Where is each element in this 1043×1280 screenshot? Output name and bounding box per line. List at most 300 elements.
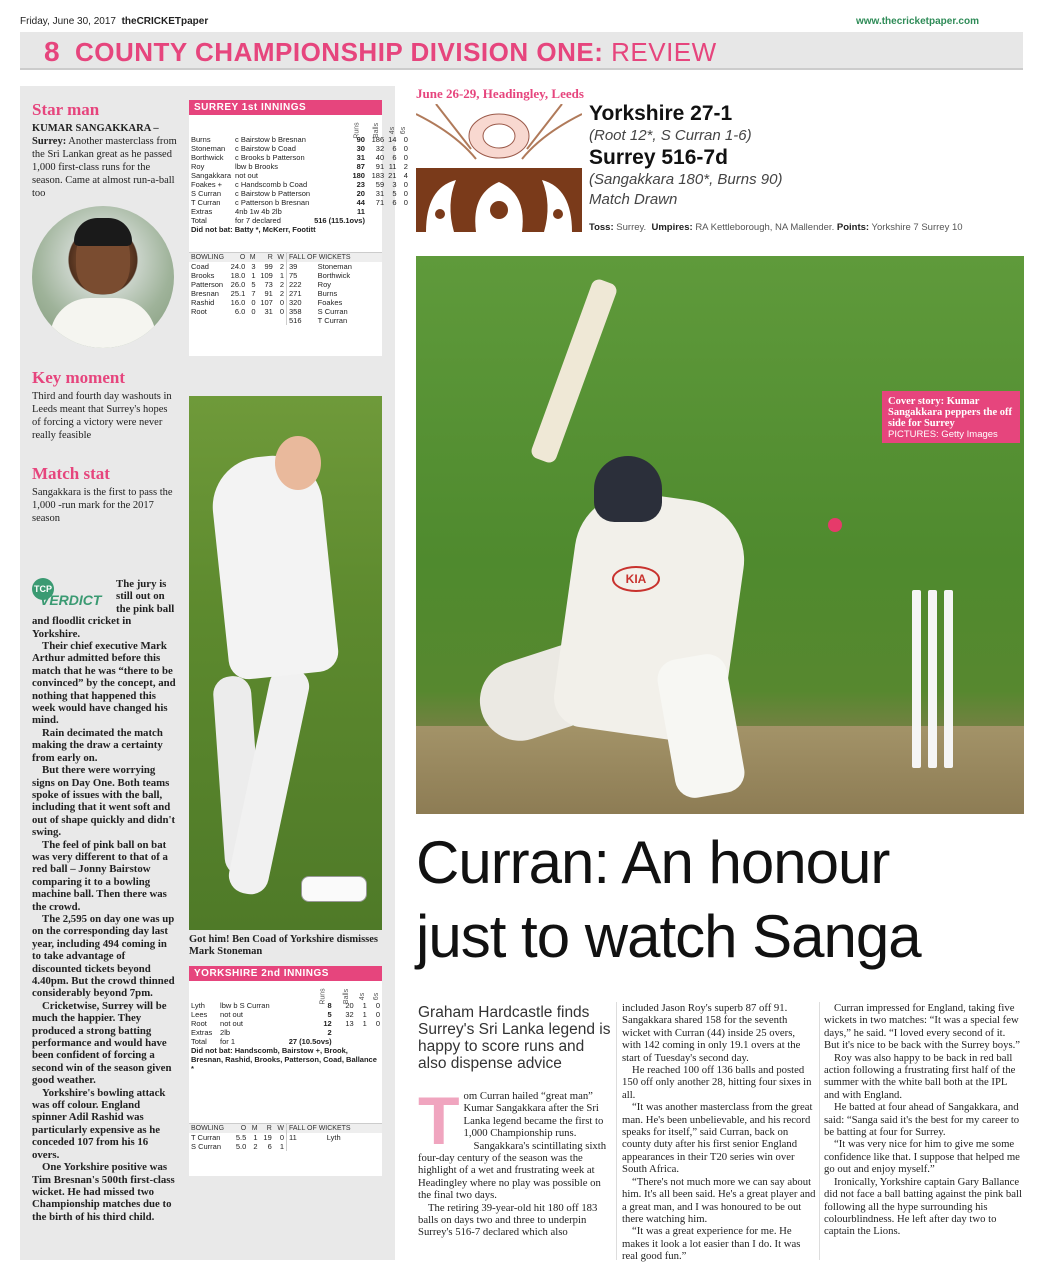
match-stat-text: Sangakkara is the first to pass the 1,000 -run mark for the 2017 season [32,487,173,524]
bowling-figure: 3 [251,262,256,271]
brand-name: theCRICKETpaper [121,16,209,27]
column-divider [819,1002,820,1260]
fow-head-row [287,253,382,262]
bowling-figure: 5.5 [235,1133,247,1142]
bowler-name: Brooks [191,271,215,280]
balls: 40 [375,153,385,162]
shirt-sponsor-logo: KIA [612,566,660,592]
photo-credit: PICTURES: Getty Images [888,429,998,440]
bowling-figure: 7 [251,289,256,298]
bowling-row [189,1133,286,1142]
fours: 3 [392,180,397,189]
dismissal: c Handscomb b Coad [235,180,308,189]
fours: 6 [392,153,397,162]
batter-name: Lees [191,1010,208,1019]
sixes [398,216,409,225]
column-head-label: Runs [353,122,361,139]
tcp-logo-icon: TCP [32,578,54,600]
dismissal: c Bairstow b Patterson [235,189,311,198]
verdict-paragraph: Rain decimated the match making the draw a certainty from early on. [32,726,163,764]
bowling-figure: 19 [263,1133,272,1142]
article-paragraph: Curran impressed for England, taking five wickets in two matches: “It was a special few days,” he said. “I loved every second of it. But it's nice to be back with the Surrey boys.” [824,1002,1021,1052]
verdict-paragraph: Yorkshire's bowling attack was off colour. England spinner Adil Rashid was particularly expensive as he conceded 107 from his 16 overs. [32,1086,166,1161]
stump [928,590,937,768]
column-head-label: 6s [372,992,380,1001]
bowling-figure: 5 [251,280,256,289]
fall-of-wickets-table [287,253,382,325]
sixes: 0 [403,135,408,144]
batter-name: Total [191,1037,207,1046]
bowling-figure: 18.0 [230,271,246,280]
dismissal: not out [220,1019,243,1028]
helmet-shape [594,456,662,522]
sixes [398,207,409,216]
drop-cap: T [418,1083,460,1159]
fow-score: 320 [289,298,302,307]
article-paragraph: “It was very nice for him to give me some confidence like that. I suppose that helped me go out and enjoy myself.” [824,1138,1020,1176]
article-standfirst: Graham Hardcastle finds Surrey's Sri Lanka legend is happy to score runs and also dispense advice [418,1004,611,1072]
section-title: COUNTY CHAMPIONSHIP DIVISION ONE: REVIEW [75,37,717,67]
bowling-head: O [232,1124,249,1133]
article-column-3 [824,1002,1022,1238]
batting-table [189,981,382,1046]
batting-row [189,198,410,207]
article-column-1 [418,1083,612,1239]
batting-row [189,1019,382,1028]
article-paragraph: “It was another masterclass from the great man. He's been unbelievable, and his record speaks for itself,” said Curran, back on county duty after his first senior England appearances in their T20 series win over South Africa. [622,1101,813,1176]
article-column-2 [622,1002,816,1263]
star-man-box [32,100,177,200]
balls [367,207,386,216]
verdict-body [32,578,177,1223]
dismissal: 2lb [220,1028,231,1037]
fours: 6 [392,144,397,153]
batter-name: Roy [191,162,205,171]
batter-name: Sangakkara [191,171,232,180]
website-link[interactable]: www.thecricketpaper.com [855,16,979,27]
column-head-row [189,981,382,1001]
bowling-figure: 1 [279,1142,284,1151]
column-head [386,115,398,135]
fours: 5 [392,189,397,198]
article-headline: Curran: An honour just to watch Sanga [416,829,921,970]
bowling-figure: 16.0 [230,298,246,307]
article-paragraph: He reached 100 off 136 balls and posted 150 off only another 28, hitting four sixes in all. [622,1064,812,1101]
fow-batter: Foakes [317,298,343,307]
bowling-figure: 1 [279,271,284,280]
match-stat-heading: Match stat [32,464,110,483]
bowling-head: R [260,1124,274,1133]
batsman-main-photo [416,256,1024,814]
fours [386,216,398,225]
player-portrait [32,206,174,348]
column-head-label: 4s [359,992,367,1001]
bowling-head: W [275,253,286,262]
dismissal: not out [220,1010,243,1019]
balls: 32 [375,144,385,153]
dismissal: c Patterson b Bresnan [235,198,310,207]
batting-row [189,153,410,162]
bowling-figure: 0 [251,307,256,316]
fow-score: 516 [289,316,302,325]
bat-shape [529,277,618,464]
fow-score: 75 [289,271,298,280]
fours: 1 [362,1019,367,1028]
article-paragraph: He batted at four ahead of Sangakkara, and said: “Sanga said it's the best for my career to be batting at four for Surrey. [824,1101,1020,1139]
sixes: 0 [375,1019,380,1028]
batter-name: Foakes + [191,180,223,189]
bowling-head: O [228,253,247,262]
sixes [369,1037,382,1046]
balls: 71 [375,198,385,207]
match-result: Match Drawn [589,191,678,208]
bowling-figure: 26.0 [230,280,246,289]
fow-score: 39 [289,262,298,271]
article-paragraph: included Jason Roy's superb 87 off 91. Sangakkara shared 158 for the seventh wicket with Curran (44) inside 25 overs, with 142 coming in only 19.1 overs at the start of Tuesday's second day. [622,1002,801,1064]
column-divider [616,1002,617,1260]
bowling-figure: 73 [264,280,273,289]
fall-of-wickets-table [287,1124,382,1142]
balls: 32 [345,1010,354,1019]
surrey-scorecard [189,100,408,356]
star-man-name: KUMAR SANGAKKARA – Surrey: [32,123,159,147]
verdict-paragraph: Their chief executive Mark Arthur admitted before this match that he was “there to be convinced” by the concept, and nothing that happened this week would have changed his mind. [32,640,176,727]
did-not-bat: Did not bat: Handscomb, Bairstow +, Brook, Bresnan, Rashid, Brooks, Patterson, Coad, Ballance * [191,1046,377,1073]
sixes: 4 [403,171,408,180]
portrait-shirt [50,298,156,348]
stump [912,590,921,768]
batting-table [189,115,410,225]
top-line [20,14,1023,30]
bowling-row [189,298,286,307]
fow-row [287,1133,382,1142]
portrait-hair [74,218,132,246]
batting-row [189,144,410,153]
bowler-name: Rashid [191,298,215,307]
scorecard-header: YORKSHIRE 2nd INNINGS [189,966,382,981]
bowler-name: T Curran [191,1133,221,1142]
column-head [280,981,334,1005]
fow-row [287,307,382,316]
balls [334,1028,356,1037]
team2-score: Surrey 516-7d [589,146,728,169]
bowling-figure: 2 [279,262,284,271]
sixes: 0 [375,1001,380,1010]
scorecard-header: SURREY 1st INNINGS [189,100,382,115]
bowling-figure: 6 [267,1142,272,1151]
fours: 1 [362,1001,367,1010]
runs: 11 [357,207,365,216]
fow-row [287,316,382,325]
runs: 5 [327,1010,332,1019]
fow-batter: Burns [317,289,338,298]
bowling-table [189,1124,286,1151]
fow-row [287,262,382,271]
sixes: 2 [403,162,408,171]
balls: 91 [375,162,385,171]
balls [334,1037,356,1046]
batter-name: Root [191,1019,207,1028]
key-moment-heading: Key moment [32,368,126,387]
blank-cell [218,981,280,1001]
dismissal: lbw b S Curran [220,1001,270,1010]
dismissal: c Brooks b Patterson [235,153,305,162]
fours [386,207,398,216]
sixes [369,1028,382,1037]
fours: 6 [392,198,397,207]
issue-date: Friday, June 30, 2017 [20,16,116,27]
page-number: 8 [44,36,60,67]
batter-name: Extras [191,207,213,216]
column-head-label: Runs [320,988,327,1005]
balls: 183 [371,171,385,180]
fours: 14 [388,135,397,144]
bowling-head-row [189,1124,286,1133]
article-paragraph: Sangakkara's scintillating sixth four-day century of the season was the highlight of a wet and frustrating week at Headingley where no play was possible on the final two days. [418,1139,607,1202]
fow-batter: Lyth [326,1133,341,1142]
match-officials: Toss: Surrey. Umpires: RA Kettleborough, NA Mallender. Points: Yorkshire 7 Surrey 10 [589,222,963,233]
team2-detail: (Sangakkara 180*, Burns 90) [589,171,783,188]
blank-cell [189,981,218,1001]
column-head-label: Balls [373,122,381,139]
balls: 31 [375,189,385,198]
batter-name: Total [191,216,207,225]
sixes: 0 [375,1010,380,1019]
star-man-text: Another masterclass from the Sri Lankan great as he passed 1,000 first-class runs for the season. Came at almost run-a-ball too [32,136,177,199]
fow-head: FALL OF WICKETS [287,1124,382,1133]
runs: 20 [356,189,365,198]
batting-row [189,171,410,180]
photo-caption: Got him! Ben Coad of Yorkshire dismisses Mark Stoneman [189,934,379,957]
fours: 1 [362,1010,367,1019]
batter-name: Borthwick [191,153,224,162]
runs: 87 [356,162,365,171]
section-suffix: REVIEW [611,37,717,67]
sixes: 0 [403,144,408,153]
bowling-head-row [189,253,286,262]
fours [356,1028,369,1037]
verdict-wordmark: VERDICT [40,592,102,608]
blank-cell [233,115,312,135]
fow-score: 358 [289,307,302,316]
verdict-paragraph: But there were worrying signs on Day One. Both teams spoke of issues with the ball, including that it went soft and out of shape quickly and didn't swing. [32,764,176,839]
sixes: 0 [403,189,408,198]
bowling-row [189,262,286,271]
runs: 2 [327,1028,332,1037]
bowler-name: S Curran [191,1142,222,1151]
column-head-row [189,115,410,135]
yorkshire-scorecard [189,966,382,1176]
bowler-celebration-photo [189,396,382,930]
fow-row [287,280,382,289]
dismissal: for 7 declared [235,216,281,225]
article-paragraph: Ironically, Yorkshire captain Gary Ballance did not face a ball batting against the pink ball following all the hype surrounding his colourblindness. He left after day two to captain the Lions. [824,1175,1022,1238]
column-head-label: 4s [389,126,397,135]
bowling-figure: 109 [260,271,273,280]
dismissal: c Bairstow b Bresnan [235,135,306,144]
column-head [369,981,382,1001]
bowling-head: M [247,253,257,262]
bowling-figure: 25.1 [230,289,246,298]
bowling-figure: 99 [264,262,273,271]
verdict-paragraph: The jury is still out on the pink ball and floodlit cricket in Yorkshire. [32,578,175,640]
batting-row [189,162,410,171]
bowling-figure: 0 [279,307,284,316]
fow-batter: Stoneman [317,262,352,271]
bowling-figure: 2 [279,289,284,298]
batter-name: Burns [191,135,211,144]
fow-batter: Borthwick [317,271,351,280]
runs: 516 (115.1ovs) [314,216,365,225]
team1-detail: (Root 12*, S Curran 1-6) [589,127,752,144]
section-banner [20,32,1023,70]
bowling-figure: 91 [264,289,273,298]
fow-row [287,271,382,280]
bowling-figure: 31 [264,307,273,316]
column-head-label: 6s [400,126,408,135]
verdict-paragraph: The feel of pink ball on bat was very different to that of a red ball – Jonny Bairstow comparing it to a bowling machine ball. Then there was the crowd. [32,838,168,913]
bowling-figure: 5.0 [235,1142,247,1151]
batting-row [189,1010,382,1019]
column-head [334,981,356,1005]
bowling-row [189,271,286,280]
bowling-figure: 0 [279,1133,284,1142]
fow-head: FALL OF WICKETS [287,253,382,262]
article-paragraph: Roy was also happy to be back in red ball action following a frustrating first half of the summer with the white ball both at the IPL and with England. [824,1051,1016,1101]
key-moment-box [32,368,177,525]
batter-name: T Curran [191,198,221,207]
batting-row [189,180,410,189]
batter-name: Lyth [191,1001,205,1010]
key-moment-text: Third and fourth day washouts in Leeds meant that Surrey's hopes of forcing a victory were never really feasible [32,391,172,441]
dismissal: not out [235,171,258,180]
bowling-row [189,289,286,298]
sixes: 0 [403,153,408,162]
stump [944,590,953,768]
batter-name: S Curran [191,189,222,198]
fow-row [287,289,382,298]
did-not-bat: Did not bat: Batty *, McKerr, Footitt [191,225,316,234]
dismissal: for 1 [220,1037,236,1046]
runs: 30 [356,144,365,153]
bowling-figure: 1 [251,271,256,280]
bowling-figure: 107 [260,298,273,307]
balls: 186 [371,135,385,144]
fours [356,1037,369,1046]
bowler-name: Coad [191,262,209,271]
fow-row [287,298,382,307]
batting-row [189,1037,382,1046]
column-head [398,115,409,135]
cover-story-caption: Cover story: Kumar Sangakkara peppers the off side for Surrey PICTURES: Getty Images [882,391,1020,443]
runs: 27 (10.5ovs) [288,1037,332,1046]
column-head-label: Balls [342,988,350,1005]
batting-row [189,207,410,216]
bowling-head: BOWLING [189,1124,232,1133]
bowling-figure: 1 [253,1133,258,1142]
article-paragraph: “There's not much more we can say about him. It's all been said. He's a great player and a great man, and I was honoured to be out there watching him. [622,1175,816,1225]
column-head [312,115,367,139]
column-head [356,981,369,1001]
bowler-name: Bresnan [191,289,219,298]
runs: 12 [323,1019,332,1028]
article-paragraph: om Curran hailed “great man” Kumar Sangakkara after the Sri Lanka legend became the first to 1,000 Championship runs. [463,1090,604,1140]
tcp-verdict [32,578,177,1223]
fow-batter: T Curran [317,316,348,325]
column-head [367,115,386,139]
bowling-row [189,280,286,289]
dismissal: lbw b Brooks [235,162,278,171]
balls: 59 [375,180,385,189]
fixture-line: June 26-29, Headingley, Leeds [416,86,584,101]
bowling-figure: 2 [253,1142,258,1151]
fours: 21 [388,171,397,180]
batting-row [189,1028,382,1037]
runs: 8 [327,1001,332,1010]
verdict-logo [32,578,112,608]
bowler-name: Root [191,307,207,316]
runs: 23 [356,180,365,189]
batter-name: Extras [191,1028,213,1037]
dismissal: c Bairstow b Coad [235,144,296,153]
pink-ball-icon [828,518,842,532]
bowling-figure: 0 [279,298,284,307]
runs: 180 [352,171,365,180]
balls: 20 [345,1001,354,1010]
runs: 44 [356,198,365,207]
balls: 13 [345,1019,354,1028]
fow-score: 11 [289,1133,297,1142]
bowling-row [189,307,286,316]
bowler-name: Patterson [191,280,224,289]
star-man-heading: Star man [32,100,100,119]
bowling-head: R [258,253,275,262]
bowling-figure: 2 [279,280,284,289]
match-score-block [589,102,1029,210]
verdict-paragraph: The 2,595 on day one was up on the corresponding day last year, including 494 coming in to take advantage of discounted tickets beyond 4.40pm. But the crowd thinned considerably beyond 7pm. [32,912,175,1000]
fow-head-row [287,1124,382,1133]
bowling-head: BOWLING [189,253,228,262]
sixes: 0 [403,198,408,207]
dismissal: 4nb 1w 4b 2lb [235,207,282,216]
article-paragraph: The retiring 39-year-old hit 180 off 183 balls on days two and three to underpin Surrey's 516-7 declared which also [418,1201,598,1239]
balls [367,216,386,225]
bowling-head: M [248,1124,259,1133]
batting-row [189,216,410,225]
verdict-paragraph: Cricketwise, Surrey will be much the happier. They produced a strong batting performance and would have been confident of forcing a second win of the season given good weather. [32,999,172,1087]
fow-score: 222 [289,280,302,289]
bowling-head: W [274,1124,286,1133]
blank-cell [189,115,233,135]
club-crest-art [416,104,582,232]
rose-crest-icon [416,104,582,232]
verdict-paragraph: One Yorkshire positive was Tim Bresnan's 500th first-class wicket. He had missed two Championship matches due to the birth of his third child. [32,1161,175,1223]
fow-score: 271 [289,289,302,298]
fow-batter: Roy [317,280,332,289]
batting-row [189,189,410,198]
article-paragraph: “It was a great experience for me. He makes it look a lot easier than I do. It was real good fun.” [622,1225,801,1263]
bowling-figure: 0 [251,298,256,307]
bowling-row [189,1142,286,1151]
batting-row [189,1001,382,1010]
runs: 90 [356,135,365,144]
bowling-figure: 24.0 [230,262,246,271]
sixes: 0 [403,180,408,189]
batter-name: Stoneman [191,144,226,153]
runs: 31 [356,153,365,162]
fow-batter: S Curran [317,307,348,316]
bowling-figure: 6.0 [234,307,246,316]
